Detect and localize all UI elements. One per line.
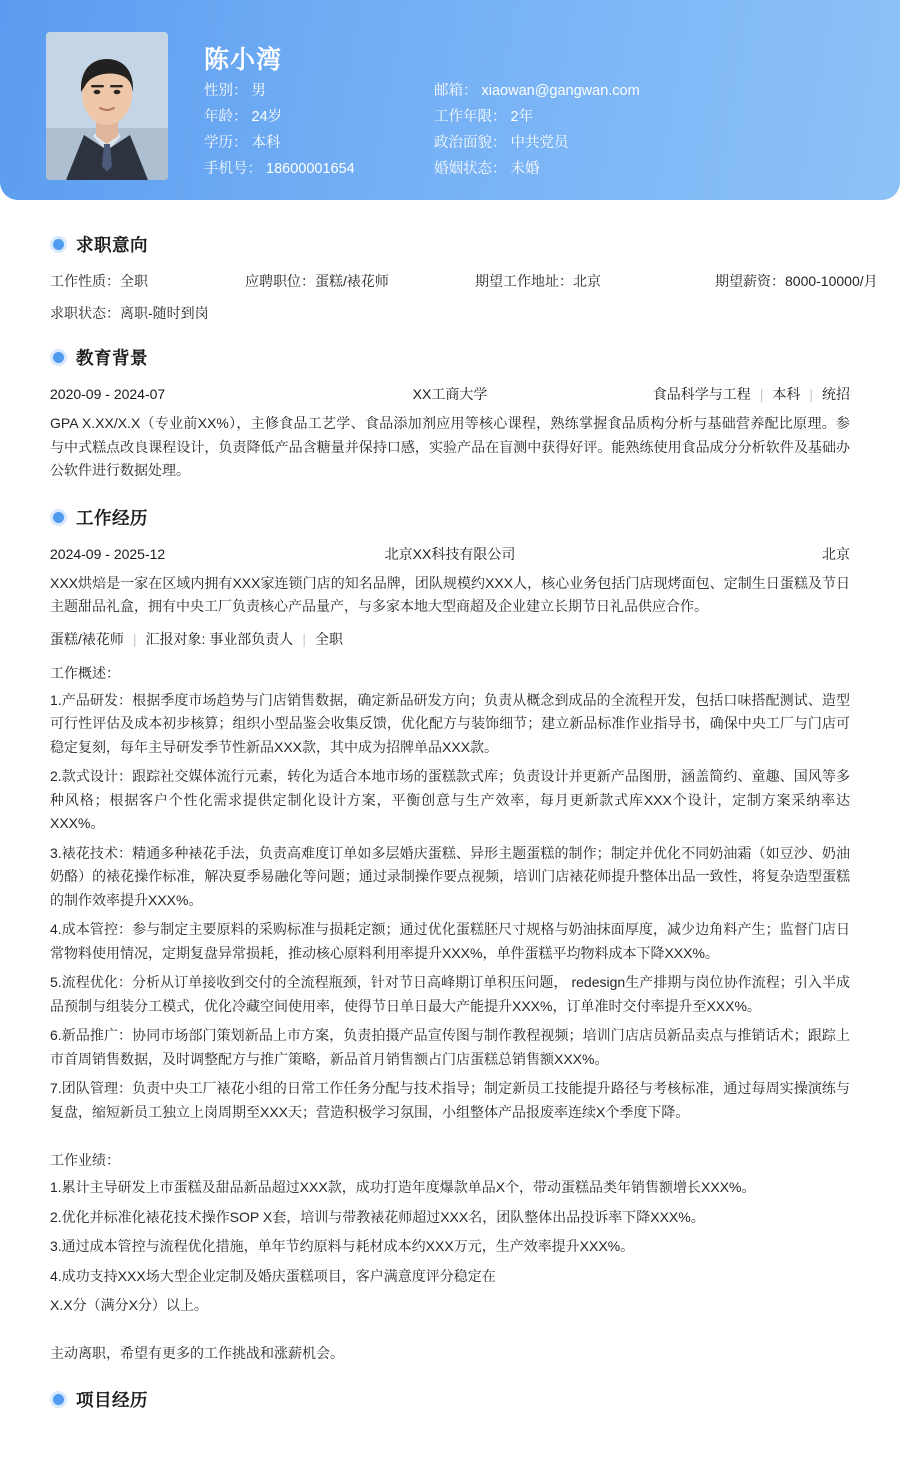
- header-field-value: 2年: [510, 109, 534, 125]
- work-achievement-item: 2.优化并标准化裱花技术操作SOP X套，培训与带教裱花师超过XXX名，团队整体出品投诉率下降XXX%。: [50, 1208, 705, 1225]
- header-field-label: 性别：: [204, 83, 248, 99]
- portrait-photo-icon: [46, 32, 168, 180]
- header-field-label: 邮箱：: [434, 83, 478, 99]
- education-admission: 统招: [822, 386, 850, 402]
- resume-body: [0, 200, 900, 1466]
- work-city: 北京: [822, 545, 850, 562]
- education-meta: [50, 384, 850, 404]
- education-description: GPA X.XX/X.X（专业前XX%），主修食品工艺学、食品添加剂应用等核心课程，熟练掌握食品质构分析与基础营养配比原理。参与中式糕点改良课程设计，负责降低产品含糖量并保持口感，实验产品在盲测中获得好评。能熟练使用食品成分分析软件及基础办公软件进行数据处理。: [50, 415, 850, 478]
- education-school: XX工商大学: [412, 386, 488, 402]
- work-overview-item: 4.成本管控：参与制定主要原料的采购标准与损耗定额；通过优化蛋糕胚尺寸规格与奶油抹面厚度，减少边角料产生；监督门店日常物料使用情况，定期复盘异常损耗，推动核心原料利用率提升XXX%，单件蛋糕平均物料成本下降XXX%。: [50, 921, 850, 961]
- header-field-value: 中共党员: [510, 135, 569, 151]
- header-field-gender: [204, 82, 434, 101]
- work-achievement-label: 工作业绩：: [50, 1152, 120, 1168]
- work-overview-item: 7.团队管理：负责中央工厂裱花小组的日常工作任务分配与技术指导；制定新员工技能提升路径与考核标准，通过每周实操演练与复盘，缩短新员工独立上岗周期至XXX天；营造积极学习氛围，小组整体产品报废率连续X个季度下降。: [50, 1080, 850, 1120]
- work-job-type: 全职: [314, 630, 343, 647]
- work-overview-item: 5.流程优化：分析从订单接收到交付的全流程瓶颈，针对节日高峰期订单积压问题， redesign生产排期与岗位协作流程；引入半成品预制与组装分工模式，优化冷藏空间使用率，使得节日单日最大产能提升XXX%，订单准时交付率提升至XXX%。: [50, 974, 850, 1014]
- work-date: 2024-09 - 2025-12: [50, 545, 166, 562]
- work-overview-item: 1.产品研发：根据季度市场趋势与门店销售数据，确定新品研发方向；负责从概念到成品的全流程开发，包括口味搭配测试、造型可行性评估及成本初步核算；组织小型品鉴会收集反馈，优化配方与装饰细节；建立新品标准作业指导书，确保中央工厂与门店可稳定复刻，每年主导研发季节性新品XXX款，其中成为招牌单品XXX款。: [50, 691, 850, 755]
- intent-value: 离职-随时到岗: [120, 305, 209, 321]
- work-overview-item: 6.新品推广：协同市场部门策划新品上市方案，负责拍摄产品宣传图与制作教程视频；培训门店店员新品卖点与推销话术；跟踪上市首周销售数据，及时调整配方与推广策略，新品首月销售额占门店蛋糕总销售额XXX%。: [50, 1027, 850, 1067]
- header-field-marital: [434, 160, 844, 179]
- intent-grid: [50, 271, 878, 291]
- work-leave-reason: 主动离职，希望有更多的工作挑战和涨薪机会。: [50, 1344, 344, 1361]
- intent-value: 北京: [573, 273, 601, 289]
- work-company: 北京XX科技有限公司: [384, 545, 516, 562]
- header-field-label: 工作年限：: [434, 109, 507, 125]
- intent-salary: [715, 271, 878, 291]
- header-field-label: 年龄：: [204, 109, 248, 125]
- work-report-to: 汇报对象: 事业部负责人: [145, 630, 294, 647]
- divider: |: [132, 630, 137, 647]
- header-field-label: 政治面貌：: [434, 135, 507, 151]
- section-title-project: 项目经历: [76, 1390, 148, 1410]
- intent-value: 全职: [120, 273, 148, 289]
- section-header-project: [50, 1387, 850, 1412]
- header-field-value: 未婚: [510, 161, 540, 177]
- header-field-experience: [434, 108, 844, 127]
- resume-header: [0, 0, 900, 200]
- bullet-icon: [53, 352, 64, 363]
- header-fields: [204, 82, 844, 179]
- header-field-education: [204, 134, 434, 153]
- work-meta: [50, 544, 850, 564]
- avatar: [46, 32, 168, 180]
- spacer: [50, 1324, 850, 1338]
- header-field-value: xiaowan@gangwan.com: [481, 83, 640, 99]
- intent-position: [245, 271, 475, 291]
- section-header-intent: [50, 232, 850, 257]
- bullet-icon: [53, 512, 64, 523]
- divider: |: [809, 386, 813, 402]
- work-role: 蛋糕/裱花师: [50, 630, 124, 647]
- intent-value: 蛋糕/裱花师: [315, 273, 389, 289]
- header-field-label: 手机号：: [204, 161, 262, 177]
- intent-label: 应聘职位：: [245, 273, 315, 289]
- section-header-work: [50, 505, 850, 530]
- page-title: 陈小湾: [204, 46, 283, 74]
- work-achievement-item: 1.累计主导研发上市蛋糕及甜品新品超过XXX款，成功打造年度爆款单品X个，带动蛋糕品类年销售额增长XXX%。: [50, 1179, 756, 1195]
- work-company-description: XXX烘焙是一家在区域内拥有XXX家连锁门店的知名品牌，团队规模约XXX人，核心业务包括门店现烤面包、定制生日蛋糕及节日主题甜品礼盒，拥有中央工厂负责核心产品量产，与多家本地大型商超及企业建立长期节日礼品供应合作。: [50, 574, 850, 614]
- bullet-icon: [53, 1394, 64, 1405]
- spacer: [50, 1130, 850, 1144]
- work-overview-label: 工作概述：: [50, 664, 120, 681]
- intent-label: 求职状态：: [50, 305, 120, 321]
- intent-location: [475, 271, 715, 291]
- section-title-education: 教育背景: [76, 348, 148, 368]
- education-major: 食品科学与工程: [652, 386, 751, 402]
- header-field-value: 男: [251, 83, 266, 99]
- education-date: 2020-09 - 2024-07: [50, 386, 166, 402]
- divider: |: [759, 386, 764, 402]
- header-field-label: 学历：: [204, 135, 248, 151]
- header-field-label: 婚姻状态：: [434, 161, 507, 177]
- header-field-value: 24岁: [251, 109, 283, 125]
- bullet-icon: [53, 239, 64, 250]
- work-achievement-item: 3.通过成本管控与流程优化措施，单年节约原料与耗材成本约XXX万元，生产效率提升XXX%。: [50, 1238, 635, 1254]
- section-header-education: [50, 345, 850, 370]
- work-role-line: [50, 629, 850, 649]
- intent-label: 期望薪资：: [715, 273, 785, 289]
- work-overview-item: 3.裱花技术：精通多种裱花手法，负责高难度订单如多层婚庆蛋糕、异形主题蛋糕的制作；制定并优化不同奶油霜（如豆沙、奶油奶酪）的裱花操作标准，解决夏季易融化等问题；通过录制操作要点视频，培训门店裱花师提升整体出品一致性，将复杂造型蛋糕的制作效率提升XXX%。: [50, 844, 850, 908]
- intent-value: 8000-10000/月: [785, 273, 878, 289]
- section-title-intent: 求职意向: [76, 235, 148, 255]
- work-achievement-item: 4.成功支持XXX场大型企业定制及婚庆蛋糕项目，客户满意度评分稳定在: [50, 1267, 496, 1284]
- intent-job-type: [50, 271, 245, 291]
- education-detail: [586, 384, 850, 404]
- education-degree: 本科: [772, 386, 801, 402]
- header-field-value: 18600001654: [266, 161, 355, 177]
- work-achievement-item: X.X分（满分X分）以上。: [50, 1297, 208, 1313]
- work-overview-item: 2.款式设计：跟踪社交媒体流行元素，转化为适合本地市场的蛋糕款式库；负责设计并更新产品图册，涵盖简约、童趣、国风等多种风格；根据客户个性化需求提供定制化设计方案，平衡创意与生产效率，每月更新款式库XXX个设计，定制方案采纳率达XXX%。: [50, 768, 850, 831]
- section-title-work: 工作经历: [76, 507, 148, 528]
- header-field-age: [204, 108, 434, 127]
- intent-label: 工作性质：: [50, 273, 120, 289]
- header-field-email: [434, 82, 844, 101]
- intent-status: [50, 303, 850, 323]
- header-field-phone: [204, 160, 434, 179]
- header-field-value: 本科: [251, 135, 281, 151]
- divider: |: [302, 630, 306, 647]
- header-field-political: [434, 134, 844, 153]
- intent-label: 期望工作地址：: [475, 273, 573, 289]
